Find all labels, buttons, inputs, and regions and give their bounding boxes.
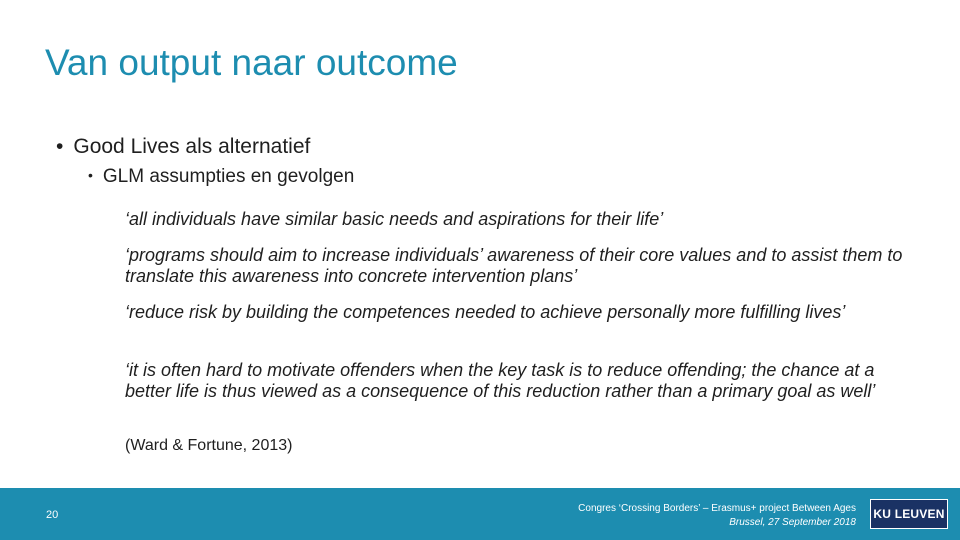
- footer-event-line: Congres ‘Crossing Borders’ – Erasmus+ project Between Ages: [578, 503, 856, 514]
- bullet-level2-text: GLM assumpties en gevolgen: [102, 166, 355, 187]
- bullet-dot-icon: •: [56, 135, 64, 158]
- footer-text: [578, 502, 856, 530]
- bullet-level1: [56, 135, 310, 159]
- ku-leuven-logo: KU LEUVEN: [870, 499, 948, 529]
- footer-date-line: Brussel, 27 September 2018: [729, 517, 856, 528]
- footer-bar: [0, 488, 960, 540]
- bullet-level2: [88, 166, 354, 188]
- quote-4: ‘it is often hard to motivate offenders when the key task is to reduce offending; the chance at a better life is thus viewed as a consequence of this reduction rather than a primary goal as well’: [125, 360, 876, 401]
- slide-title: Van output naar outcome: [45, 42, 458, 83]
- bullet-level1-text: Good Lives als alternatief: [73, 135, 311, 158]
- quote-1: ‘all individuals have similar basic needs and aspirations for their life’: [125, 209, 664, 229]
- bullet-dot-icon: •: [88, 167, 93, 183]
- quote-3: ‘reduce risk by building the competences needed to achieve personally more fulfilling lives’: [125, 302, 846, 322]
- page-number: 20: [46, 509, 59, 521]
- quote-2: ‘programs should aim to increase individuals’ awareness of their core values and to assist them to translate this awareness into concrete intervention plans’: [125, 245, 903, 286]
- citation: (Ward & Fortune, 2013): [125, 437, 293, 454]
